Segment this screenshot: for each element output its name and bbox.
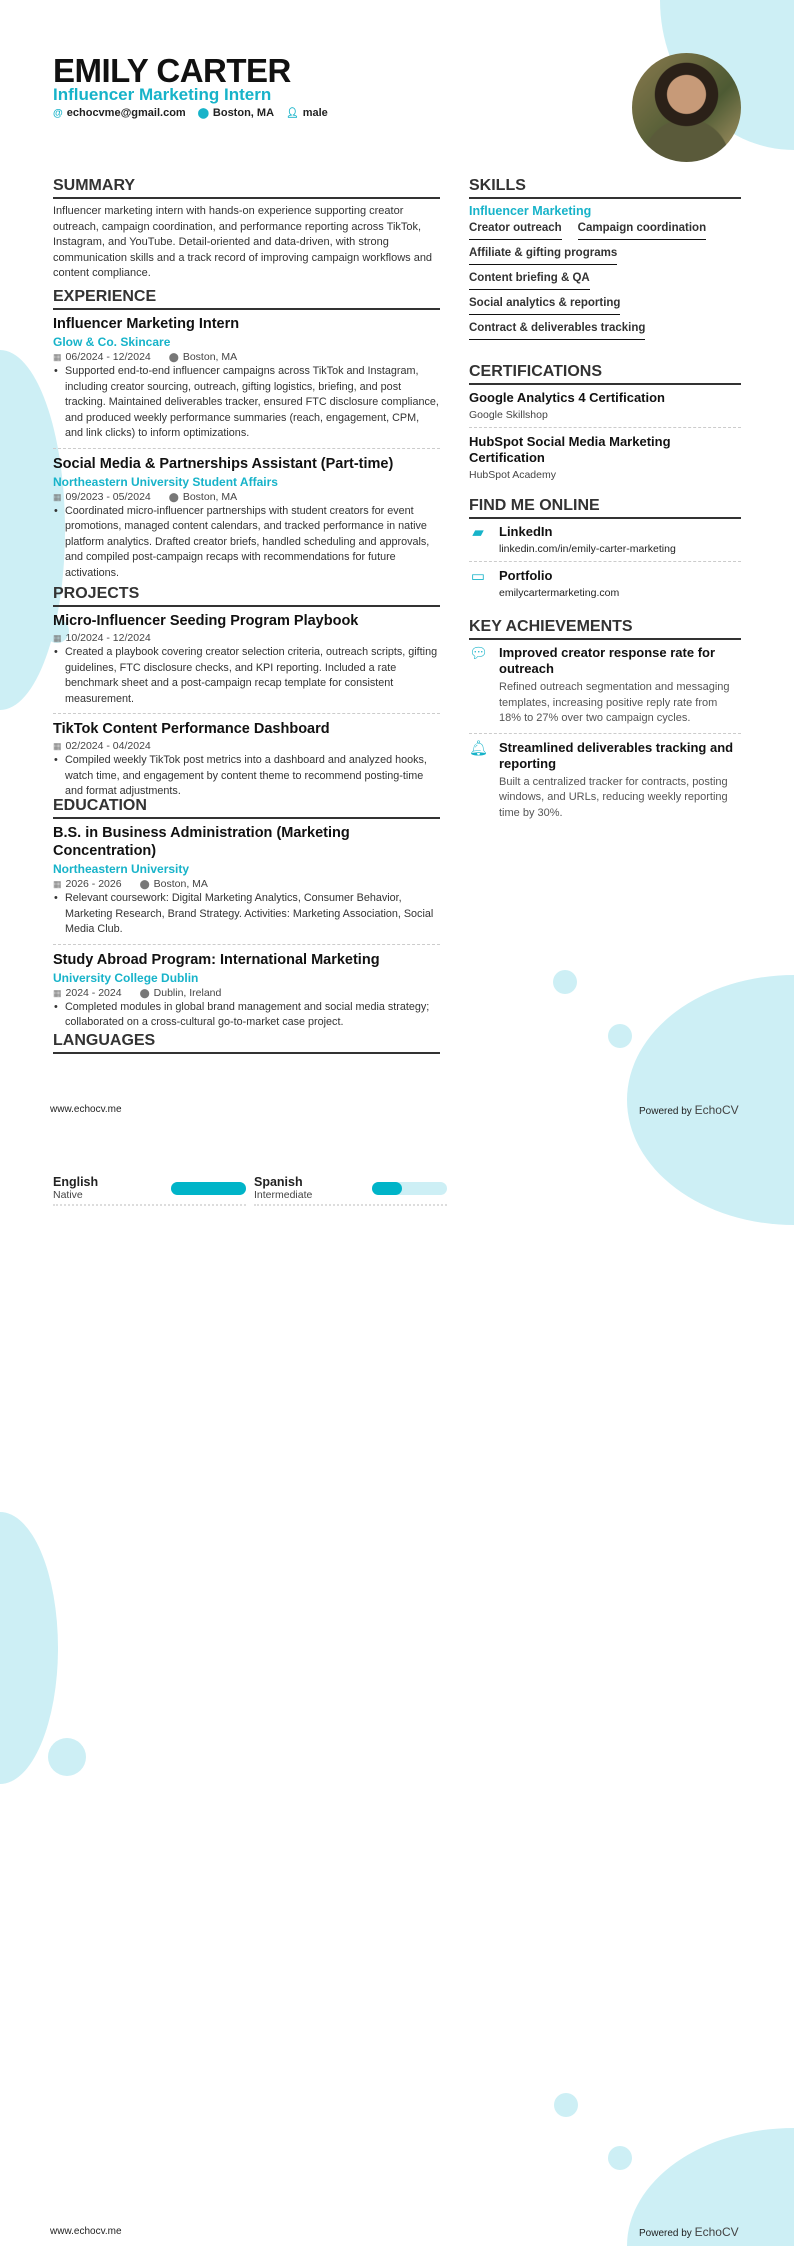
decor-blob: [0, 1512, 58, 1784]
location-icon: ⬤: [168, 491, 179, 502]
calendar-icon: ▦: [53, 491, 62, 502]
section-heading: PROJECTS: [53, 585, 440, 607]
cert-issuer: HubSpot Academy: [469, 469, 556, 481]
calendar-icon: ▦: [53, 352, 62, 362]
link-url[interactable]: linkedin.com/in/emily-carter-marketing: [499, 543, 676, 555]
project-entry: [53, 612, 440, 714]
dates: 10/2024 - 12/2024: [65, 632, 151, 644]
bullet: • Relevant coursework: Digital Marketing Analytics, Consumer Behavior, Marketing Research, Brand Strategy. Activities: Marketing Association, Social Media Club.: [53, 891, 440, 938]
decor-blob: [608, 1024, 632, 1048]
language-level: Native: [53, 1189, 83, 1201]
contact-info: [53, 107, 328, 119]
summary-text: Influencer marketing intern with hands-on experience supporting creator outreach, campaign coordination, and performance reporting across TikTok, Instagram, and YouTube. Detail-oriented and data-driven, with strong communication skills and a track record of improving campaign workflows and content compliance.: [53, 205, 433, 279]
skill-item: Affiliate & gifting programs: [469, 247, 617, 265]
location: Dublin, Ireland: [153, 986, 222, 999]
dates: 06/2024 - 12/2024: [65, 351, 151, 363]
certification-item: [469, 390, 741, 428]
dates: 02/2024 - 04/2024: [65, 740, 151, 752]
dates: 09/2023 - 05/2024: [65, 490, 151, 503]
school: Northeastern University: [53, 862, 190, 876]
project-entry: [53, 720, 440, 806]
decor-blob: [48, 1738, 86, 1776]
location-icon: ⬤: [139, 987, 150, 998]
school: University College Dublin: [53, 970, 199, 985]
gender: male: [302, 107, 328, 119]
calendar-icon: ▦: [53, 987, 62, 998]
project-title: Micro-Influencer Seeding Program Playbook: [53, 613, 359, 629]
certification-item: [469, 434, 741, 487]
powered-brand[interactable]: EchoCV: [694, 1103, 739, 1117]
skill-item: Contract & deliverables tracking: [469, 322, 645, 340]
decor-blob: [554, 2093, 578, 2117]
link-url[interactable]: emilycartermarketing.com: [499, 587, 620, 599]
company: Northeastern University Student Affairs: [53, 474, 278, 489]
link-label: LinkedIn: [499, 524, 553, 539]
footer-powered: [639, 2225, 739, 2239]
education-entry: [53, 824, 440, 945]
decor-blob: [627, 975, 794, 1225]
skill-item: Content briefing & QA: [469, 272, 590, 290]
avatar: [632, 53, 741, 162]
skills-section: [469, 177, 741, 347]
language-item: [254, 1175, 447, 1206]
job-title: Social Media & Partnerships Assistant (Part-time): [53, 455, 394, 472]
location: Boston, MA: [182, 351, 238, 363]
section-heading: SUMMARY: [53, 177, 440, 199]
proficiency-bar: [171, 1182, 246, 1195]
section-heading: EXPERIENCE: [53, 288, 440, 310]
language-item: [53, 1175, 246, 1206]
section-heading: CERTIFICATIONS: [469, 363, 741, 385]
project-title: TikTok Content Performance Dashboard: [53, 721, 330, 737]
skill-item: Campaign coordination: [578, 222, 706, 240]
powered-brand[interactable]: EchoCV: [694, 2225, 739, 2239]
degree: B.S. in Business Administration (Marketing Concentration): [53, 825, 350, 859]
online-link[interactable]: [469, 524, 741, 562]
languages-list: [53, 1175, 447, 1206]
skill-category: Influencer Marketing: [469, 204, 592, 218]
cert-title: Google Analytics 4 Certification: [469, 390, 666, 405]
decor-blob: [553, 970, 577, 994]
language-name: English: [53, 1175, 99, 1189]
achievements-section: [469, 618, 741, 833]
dates: 2024 - 2024: [65, 986, 122, 999]
bell-icon: 🔔︎: [469, 739, 489, 757]
powered-prefix: Powered by: [639, 2228, 695, 2239]
footer-website[interactable]: www.echocv.me: [50, 1104, 122, 1115]
online-section: [469, 497, 741, 611]
calendar-icon: ▦: [53, 879, 62, 889]
summary-section: [53, 177, 440, 282]
achievement-desc: Built a centralized tracker for contracts, posting windows, and URLs, reducing weekly reporting time by 30%.: [499, 775, 728, 819]
bullet: • Compiled weekly TikTok post metrics into a dashboard and analyzed hooks, watch time, and engagement by content theme to recommend posting-time and format adjustments.: [53, 753, 440, 800]
projects-section: [53, 585, 440, 812]
linkedin-icon: ▰: [472, 524, 484, 541]
section-heading: LANGUAGES: [53, 1032, 440, 1054]
bullet: • Completed modules in global brand management and social media strategy; collaborated on a cross-cultural go-to-market case project.: [53, 1000, 440, 1031]
section-heading: EDUCATION: [53, 797, 440, 819]
language-level: Intermediate: [254, 1189, 313, 1201]
cert-issuer: Google Skillshop: [469, 409, 548, 421]
footer-website[interactable]: www.echocv.me: [50, 2226, 122, 2237]
cert-title: HubSpot Social Media Marketing Certification: [469, 434, 671, 465]
skill-item: Social analytics & reporting: [469, 297, 620, 315]
bullet: • Coordinated micro-influencer partnerships with student creators for event promotions, managed content calendars, and tracked performance in native platform analytics. Drafted creator briefs, handled scheduling and approvals, and compiled post-campaign recaps with recommendations for future activations.: [53, 504, 440, 582]
location: Boston, MA: [182, 490, 238, 503]
bullet: • Supported end-to-end influencer campaigns across TikTok and Instagram, including creator sourcing, outreach, gifting logistics, briefing, and post tracking. Maintained deliverables tracker, ensured FTC disclosure compliance, and produced weekly performance summaries (reach, engagement, CPM, and link clicks) to inform optimizations.: [53, 364, 440, 442]
job-title: Influencer Marketing Intern: [53, 316, 240, 332]
calendar-icon: ▦: [53, 633, 62, 643]
experience-entry: [53, 315, 440, 449]
experience-entry: [53, 455, 440, 588]
portfolio-icon: ▭: [470, 568, 486, 585]
location: Boston, MA: [153, 878, 208, 890]
proficiency-bar: [372, 1182, 447, 1195]
company: Glow & Co. Skincare: [53, 335, 171, 349]
link-label: Portfolio: [499, 568, 553, 583]
powered-prefix: Powered by: [639, 1106, 695, 1117]
email[interactable]: echocvme@gmail.com: [66, 107, 186, 119]
certifications-section: [469, 363, 741, 493]
experience-section: [53, 288, 440, 593]
calendar-icon: ▦: [53, 741, 62, 751]
achievement-title: Streamlined deliverables tracking and reporting: [499, 739, 734, 771]
achievement-item: [469, 740, 741, 828]
email-icon: @: [53, 108, 63, 119]
location-icon: ⬤: [197, 108, 209, 119]
candidate-name: EMILY CARTER: [53, 52, 291, 89]
footer-powered: [639, 1103, 739, 1117]
education-entry: [53, 951, 440, 1037]
location-icon: ⬤: [168, 352, 179, 362]
skill-item: Creator outreach: [469, 222, 562, 240]
dates: 2026 - 2026: [65, 878, 122, 890]
degree: Study Abroad Program: International Marketing: [53, 951, 380, 968]
location: Boston, MA: [212, 107, 275, 119]
section-heading: FIND ME ONLINE: [469, 497, 741, 519]
proficiency-fill: [171, 1182, 246, 1195]
achievement-desc: Refined outreach segmentation and messaging templates, increasing positive reply rate from 18% to 27% over two campaign cycles.: [499, 681, 730, 724]
achievement-title: Improved creator response rate for outreach: [499, 645, 716, 676]
proficiency-fill: [372, 1182, 402, 1195]
chat-icon: 💬︎: [469, 645, 489, 662]
online-link[interactable]: [469, 568, 741, 605]
language-name: Spanish: [254, 1175, 303, 1189]
achievement-item: [469, 645, 741, 734]
education-section: [53, 797, 440, 1043]
section-heading: KEY ACHIEVEMENTS: [469, 618, 741, 640]
candidate-title: Influencer Marketing Intern: [53, 85, 272, 104]
section-heading: SKILLS: [469, 177, 741, 199]
decor-blob: [608, 2146, 632, 2170]
location-icon: ⬤: [139, 879, 150, 889]
languages-section: [53, 1032, 440, 1059]
bullet: • Created a playbook covering creator selection criteria, outreach scripts, gifting guidelines, FTC disclosure checks, and KPI reporting. Included a rate benchmark sheet and a post-campaign recap template for consistent measurement.: [53, 645, 440, 707]
person-icon: 👤︎: [286, 108, 299, 119]
